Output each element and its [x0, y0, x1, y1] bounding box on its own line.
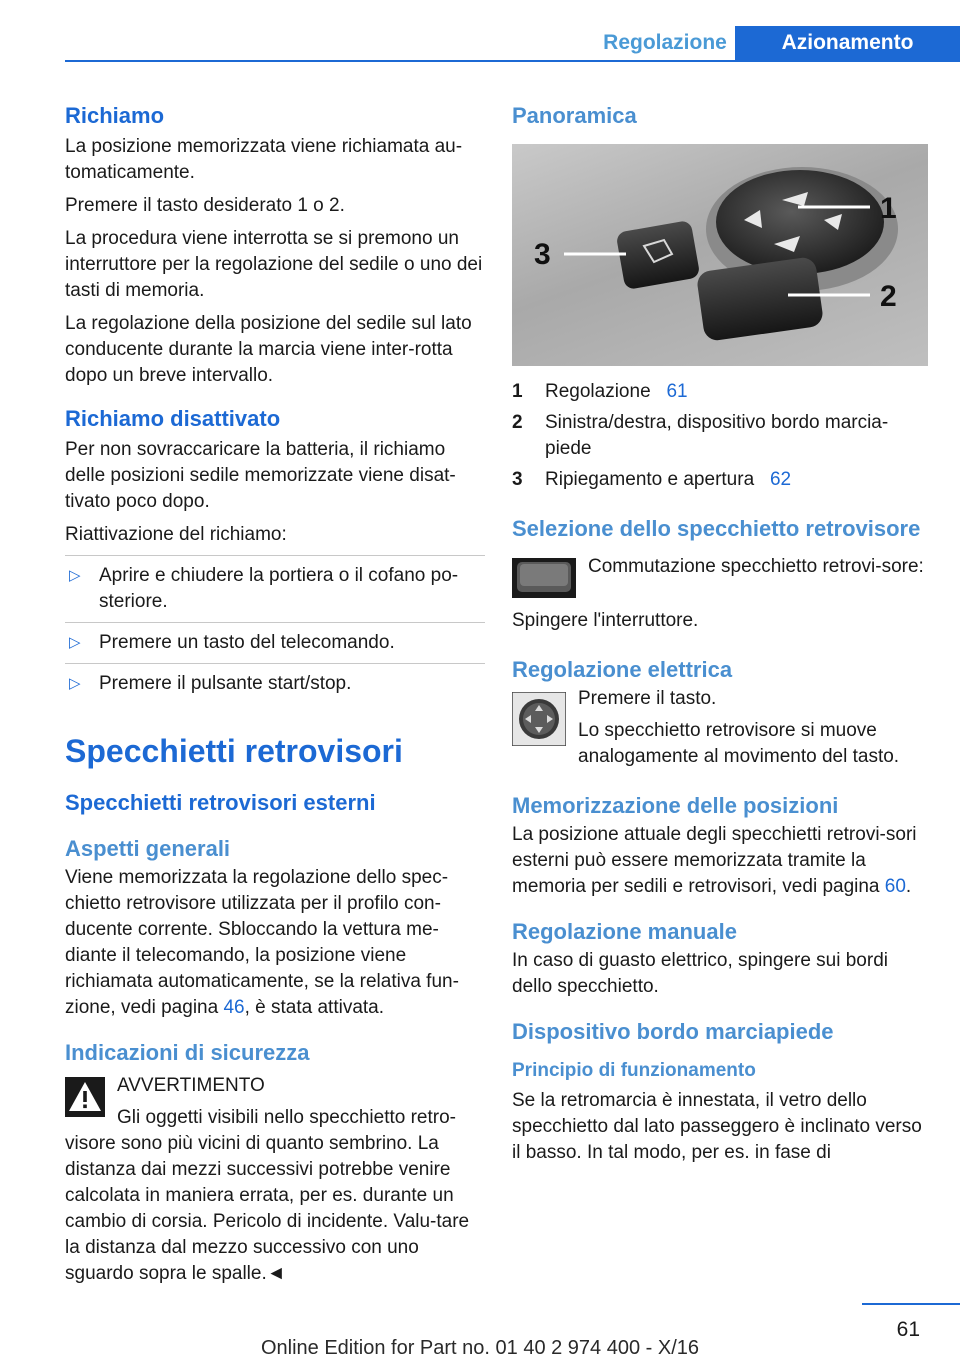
triangle-bullet-icon: ▷: [69, 675, 81, 692]
triangle-bullet-icon: ▷: [69, 567, 81, 584]
list-divider: [65, 622, 485, 623]
callout-2: 2: [880, 280, 897, 313]
heading-regolazione-elettrica: Regolazione elettrica: [512, 657, 733, 682]
elettrica-block: [512, 686, 928, 770]
left-column: [65, 100, 485, 1287]
selezione-icon-text: Commutazione specchietto retrovi‐sore:: [588, 556, 924, 577]
richiamo-p2: Premere il tasto desiderato 1 o 2.: [65, 195, 345, 216]
disattivato-p2: Riattivazione del richiamo:: [65, 524, 287, 545]
legend-item-1: 1 Regolazione 61: [512, 381, 688, 402]
warning-label: AVVERTIMENTO: [117, 1075, 265, 1096]
selezione-p1: Spingere l'interruttore.: [512, 610, 699, 631]
bullet-item: ▷ Premere il pulsante start/stop.: [65, 671, 485, 697]
page-link-46[interactable]: 46: [223, 997, 245, 1018]
warning-block: [65, 1073, 485, 1287]
heading-aspetti-generali: Aspetti generali: [65, 836, 231, 861]
bordo-p1: Se la retromarcia è innestata, il vetro dello specchietto dal lato passeggero è inclinato verso il basso. In tal modo, per es. in fase di: [512, 1090, 922, 1163]
right-column: [512, 100, 928, 1166]
warning-triangle-icon: [65, 1077, 105, 1117]
page-link-62[interactable]: 62: [769, 469, 792, 490]
selezione-block: [512, 554, 928, 602]
heading-richiamo-disattivato: Richiamo disattivato: [65, 406, 281, 431]
heading-richiamo: Richiamo: [65, 103, 165, 128]
heading-specchietti-esterni: Specchietti retrovisori esterni: [65, 790, 376, 815]
page-link-61[interactable]: 61: [666, 381, 688, 402]
footer-rule: [862, 1303, 960, 1305]
richiamo-p4: La regolazione della posizione del sedile sul lato conducente durante la marcia viene inter‐rotta dopo un breve intervallo.: [65, 313, 472, 386]
richiamo-p1: La posizione memorizzata viene richiamata au‐tomaticamente.: [65, 136, 463, 183]
legend-item-3: 3 Ripiegamento e apertura 62: [512, 469, 792, 490]
heading-selezione-specchietto: Selezione dello specchietto retrovisore: [512, 516, 921, 541]
page-number: 61: [896, 1318, 920, 1341]
callout-3: 3: [534, 238, 551, 271]
elettrica-p2: Lo specchietto retrovisore si muove analogamente al movimento del tasto.: [578, 720, 900, 767]
mirror-switch-icon: [512, 558, 576, 598]
heading-memorizzazione: Memorizzazione delle posizioni: [512, 793, 839, 818]
section-tab[interactable]: Regolazione: [603, 31, 727, 54]
legend-list: [512, 379, 928, 493]
edition-footer: Online Edition for Part no. 01 40 2 974 400 - X/16: [260, 1337, 700, 1359]
heading-regolazione-manuale: Regolazione manuale: [512, 919, 737, 944]
chapter-tab[interactable]: Azionamento: [735, 26, 960, 62]
memorizzazione-text: La posizione attuale degli specchietti retrovi‐sori esterni può essere memorizzata tramite la memoria per sedili e retrovisori, vedi pagina 60.: [512, 824, 917, 897]
subheading-principio: Principio di funzionamento: [512, 1060, 756, 1081]
triangle-bullet-icon: ▷: [69, 634, 81, 651]
page-header: [0, 0, 960, 62]
list-divider: [65, 663, 485, 664]
list-divider: [65, 555, 485, 556]
legend-item-2: 2 Sinistra/destra, dispositivo bordo marcia‐piede: [512, 412, 889, 459]
elettrica-p1: Premere il tasto.: [578, 688, 717, 709]
bullet-list: [65, 555, 485, 697]
mirror-adjust-button-icon: [512, 692, 566, 746]
richiamo-p3: La procedura viene interrotta se si premono un interruttore per la regolazione del sedile o uno dei tasti di memoria.: [65, 228, 483, 301]
aspetti-text: Viene memorizzata la regolazione dello spec‐chietto retrovisore utilizzata per il profilo con‐ducente corrente. Sbloccando la vettura me‐diante il telecomando, la posizione viene richiamata automaticamente, se la relativa fun‐zione, vedi pagina 46, è stata attivata.: [65, 867, 459, 1018]
heading-indicazioni-sicurezza: Indicazioni di sicurezza: [65, 1040, 310, 1065]
header-rule: [65, 60, 960, 62]
heading-panoramica: Panoramica: [512, 103, 637, 128]
heading-dispositivo-bordo: Dispositivo bordo marciapiede: [512, 1019, 834, 1044]
bullet-item: ▷ Premere un tasto del telecomando.: [65, 630, 485, 656]
page-link-60[interactable]: 60: [884, 876, 906, 897]
manuale-p1: In caso di guasto elettrico, spingere sui bordi dello specchietto.: [512, 950, 888, 997]
heading-specchietti-retrovisori: Specchietti retrovisori: [65, 733, 403, 769]
mirror-controls-illustration: [512, 144, 928, 366]
mirror-control-photo: [512, 144, 928, 366]
callout-1: 1: [880, 192, 897, 225]
disattivato-p1: Per non sovraccaricare la batteria, il richiamo delle posizioni sedile memorizzate viene disat‐tivato poco dopo.: [65, 439, 456, 512]
bullet-item: ▷ Aprire e chiudere la portiera o il cofano po‐steriore.: [69, 565, 459, 612]
warning-text: Gli oggetti visibili nello specchietto retro‐visore sono più vicini di quanto sembrino. La distanza dai mezzi successivi potrebbe venire calcolata in maniera errata, per es. durante un cambio di corsia. Pericolo di incidente. Valu‐tare la distanza dal mezzo successivo con uno sguardo sopra le spalle.◄: [65, 1107, 470, 1284]
